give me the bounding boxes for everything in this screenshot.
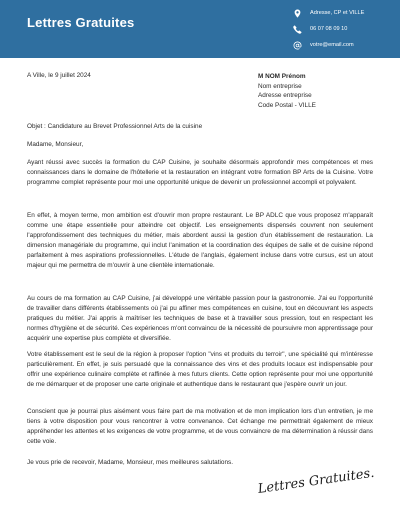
location-pin-icon: [292, 8, 302, 18]
contact-address: [292, 5, 364, 21]
letter-closing: Je vous prie de recevoir, Madame, Monsieur, mes meilleures salutations.: [27, 459, 234, 466]
recipient-city: Code Postal - VILLE: [258, 101, 316, 109]
recipient-company: Nom entreprise: [258, 82, 302, 90]
contact-block: [292, 5, 364, 53]
recipient-address: Adresse entreprise: [258, 92, 312, 100]
contact-email-text: votre@email.com: [310, 42, 354, 48]
signature: Lettres Gratuites.: [256, 465, 376, 497]
letter-subject: Objet : Candidature au Brevet Professionnel Arts de la cuisine: [27, 123, 203, 130]
letter-salutation: Madame, Monsieur,: [27, 141, 84, 148]
header-banner: [0, 0, 400, 58]
contact-address-text: Adresse, CP et VILLE: [310, 10, 365, 16]
letter-paragraph: En effet, à moyen terme, mon ambition est d'ouvrir mon propre restaurant. Le BP ADLC que vous proposez m'apparaît comme une étape essentielle pour atteindre cet objectif. Les enseignements dispensés couvrent non seulement l'approfondissement des techniques du métier, mais abordent aussi la gestion d'un établissement de restauration. La dimension managériale du programme, qui inclut l'animation et la coordination des équipes de salle et de cuisine répond parfaitement à mes aspirations professionnelles. L'étude de l'anglais, également incluse dans votre cursus, est un atout majeur qui me permettra de m'ouvrir à une clientèle internationale.: [27, 212, 373, 269]
contact-email: [292, 37, 364, 53]
letter-paragraph: Votre établissement est le seul de la région à proposer l'option "vins et produits du terroir", une spécialité qui m'intéresse particulièrement. En effet, je suis persuadé que la connaissance des vins et des produits locaux est indispensable pour offrir une expérience culinaire complète et raffinée à mes futurs clients. Cette option représente pour moi une opportunité de me démarquer et de proposer une carte originale et authentique dans le restaurant que j'espère ouvrir un jour.: [27, 351, 373, 388]
letter-date: A Ville, le 9 juillet 2024: [27, 72, 91, 79]
contact-phone: [292, 21, 364, 37]
letter-paragraph: Ayant réussi avec succès la formation du CAP Cuisine, je souhaite désormais approfondir mes compétences et mes connaissances dans le domaine de l'hôtellerie et la restauration en intégrant votre formation BP Arts de la Cuisine. Votre programme complet représente pour moi une opportunité unique de devenir un professionnel accompli et polyvalent.: [27, 159, 373, 186]
recipient-block: [258, 72, 316, 110]
phone-icon: [292, 24, 302, 34]
letter-paragraph: Au cours de ma formation au CAP Cuisine, j'ai développé une véritable passion pour la gastronomie. J'ai eu l'opportunité de travailler dans différents établissements où j'ai pu affiner mes compétences en cuisine, tout en découvrant les aspects pratiques du métier. J'ai appris à maîtriser les techniques de base et à travailler sous pression, tout en respectant les normes d'hygiène et de sécurité. Ces expériences m'ont convaincu de la nécessité de poursuivre mon apprentissage pour acquérir une expertise plus complète et diversifiée.: [27, 295, 373, 342]
at-sign-icon: [292, 40, 302, 50]
contact-phone-text: 06 07 08 09 10: [310, 26, 348, 32]
letter-paragraph: Conscient que je pourrai plus aisément vous faire part de ma motivation et de mon implication lors d'un entretien, je me tiens à votre disposition pour vous rencontrer à votre convenance. Cet échange me permettrait également de mieux appréhender les attentes et les exigences de votre programme, et de vous convaincre de ma détermination à réussir dans cette voie.: [27, 408, 373, 445]
brand-title: Lettres Gratuites: [27, 15, 135, 30]
recipient-name: M NOM Prénom: [258, 73, 306, 80]
